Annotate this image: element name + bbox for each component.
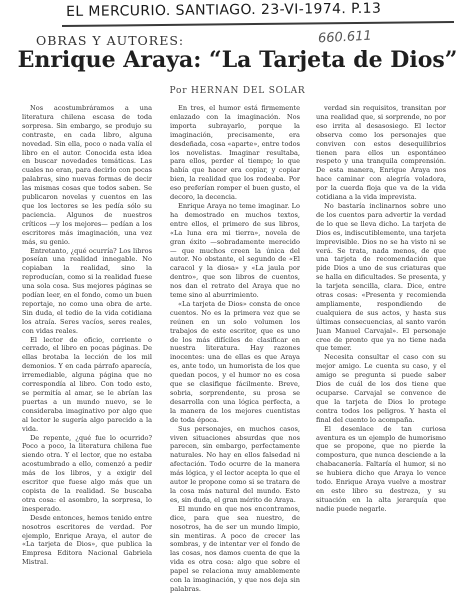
- article-column-2: [170, 104, 300, 594]
- article-byline: Por HERNAN DEL SOLAR: [169, 86, 306, 96]
- paragraph: Nos acostumbráramos a una literatura chilena escasa de toda sorpresa. Sin embargo, se produjo su contraste, en cada libro, alguna novedad. Sin ella, poco o nada valía el libro en el autor. Conocida esta idea en buscar novedades temáticas. Las cuales no eran, para decirlo con pocas palabras, sino nuevas formas de decir las mismas cosas que todos saben. Se publicaron novelas y cuentos en las que los lectores se les pedía sólo su paciencia. Algunos de nuestros críticos —y los mejores— pedían a los escritores más imaginación, una vez más, su genio.: [22, 104, 152, 246]
- paragraph: En tres, el humor está firmemente enlazado con la imaginación. Nos importa subrayarlo, porque la imaginación, precisamente, era desdeñada, cosa «aparte», entre todos los novelistas. Imaginar resultaba, para ellos, perder el tiempo; lo que había que hacer era copiar, y copiar bien, la realidad que los rodeaba. Por eso preferían romper el buen gusto, el decoro, la decencia.: [170, 104, 300, 202]
- article-column-3: [316, 104, 446, 594]
- article-column-1: [22, 104, 152, 594]
- paragraph: «La tarjeta de Dios» consta de once cuentos. No es la primera vez que se reúnen en un solo volumen los trabajos de este escritor, que es uno de los más difíciles de clasificar en nuestra literatura. Hay razones inocentes: una de ellas es que Araya es, ante todo, un humorista de los que quedan pocos, y el humor no es cosa que se clasifique fácilmente. Breve, sobria, sorprendente, su prosa se desarrolla con una lógica perfecta, a la manera de los mejores cuentistas de toda época.: [170, 299, 300, 424]
- paragraph: Desde entonces, hemos tenido entre nosotros escritores de verdad. Por ejemplo, Enrique Araya, el autor de «La tarjeta de Dios», que publica la Empresa Editora Nacional Gabriela Mistral.: [22, 513, 152, 567]
- handwritten-underline: [62, 21, 454, 27]
- paragraph: Sus personajes, en muchos casos, viven situaciones absurdas que nos parecen, sin embargo, perfectamente naturales. No hay en ellos falsedad ni afectación. Todo ocurre de la manera más lógica, y el lector acepta lo que el autor le propone como si se tratara de la cosa más natural del mundo. Esto es, sin duda, el gran mérito de Araya.: [170, 424, 300, 504]
- paragraph: Enrique Araya no teme imaginar. Lo ha demostrado en muchos textos, entre ellos, el primero de sus libros, «La luna era mi tierra», novela de gran éxito —sobradamente merecido— que muchos creen la única del autor. No obstante, el segundo de «El caracol y la diosa» y «La jaula por dentro», que son libros de cuentos, nos dan el retrato del Araya que no teme sino al aburrimiento.: [170, 201, 300, 300]
- paragraph: El desenlace de tan curiosa aventura es un ejemplo de humorismo que se propone, que no pierde la compostura, que nunca desciende a la chabacanería. Faltaría el humor, si no se hubiera dicho que Araya lo vence todo. Enrique Araya vuelve a mostrar en este libro su destreza, y su situación en la alta jerarquía que nadie puede negarle.: [316, 424, 446, 513]
- handwritten-header: EL MERCURIO. SANTIAGO. 23-VI-1974. P.13: [66, 0, 382, 20]
- paragraph: Necesita consultar el caso con su mejor amigo. Le cuenta su caso, y el amigo se pregunta si puede saber Dios de cuál de los dos tiene que ocuparse. Carvajal se convence de que la tarjeta de Dios lo protege contra todos los peligros. Y hasta el final del cuento lo acompaña.: [316, 353, 446, 424]
- handwritten-archive-number: 660.611: [317, 28, 373, 47]
- paragraph: De repente, ¿qué fue lo ocurrido? Poco a poco, la literatura chilena fue siendo otra. Y el lector, que no estaba acostumbrado a ello, comenzó a pedir más de los libros, y a exigir del escritor que fuese algo más que un copista de la realidad. Se buscaba otra cosa: el asombro, la sorpresa, lo inesperado.: [22, 433, 152, 513]
- section-label: OBRAS Y AUTORES:: [36, 33, 185, 48]
- paragraph: El mundo en que nos encontramos, dice, para que sea nuestro, de nosotros, ha de ser un mundo limpio, sin mentiras. A poco de crecer las sombras, y de intentar ver el fondo de las cosas, nos damos cuenta de que la vida es otra cosa: algo que sobre el papel se relaciona muy amablemente con la imaginación, y que nos deja sin palabras.: [170, 504, 300, 593]
- article-headline: Enrique Araya: “La Tarjeta de Dios”: [17, 47, 458, 73]
- paragraph: Entretanto, ¿qué ocurría? Los libros poseían una realidad innegable. No copiaban la realidad, sino la reproducían, como si la realidad fuese una sola cosa. Sus mejores páginas se podían leer, en el fondo, como un buen reportaje, no como una obra de arte. Sin duda, el tedio de la vida cotidiana los atraía. Seres vacíos, seres reales, con vidas reales.: [22, 246, 152, 335]
- paragraph: El lector de oficio, corriente o cerrado, el libro en pocas páginas. De ellas brotaba la lección de los mil demonios. Y en cada párrafo aparecía, irremediable, alguna página que no correspondía al libro. Con todo esto, se permitía al amar, se le abrían las puertas a un mundo nuevo, se le consideraba imaginativo por algo que al lector le sugería algo parecido a la vida.: [22, 335, 152, 433]
- paragraph: verdad sin requisitos, transitan por una realidad que, si sorprende, no por eso irrita al desasosiego. El lector observa como los personajes que conviven con estos desequilibrios tienen para ellos un espontáneo respeto y una tranquila comprensión. De esta manera, Enrique Araya nos hace caminar con alegría voladora, por la cuerda floja que va de la vida cotidiana a la vida imprevista.: [316, 104, 446, 202]
- paragraph: No bastaría inclinarnos sobre uno de los cuentos para advertir la verdad de lo que se lleva dicho. La tarjeta de Dios es, indiscutiblemente, una tarjeta imprevisible. Dios no se ha visto ni se verá. Se trata, nada menos, de que una tarjeta de recomendación que pide Dios a uno de sus criaturas que se halla en dificultades. Se presenta, y la tarjeta sencilla, clara. Dice, entre otras cosas: «Presenta y recomienda ampliamente, respondiendo de cualquiera de sus actos, y hasta sus últimas consecuencias, al santo varón Juan Manuel Carvajal». El personaje cree de pronto que ya no tiene nada que temer.: [316, 201, 446, 353]
